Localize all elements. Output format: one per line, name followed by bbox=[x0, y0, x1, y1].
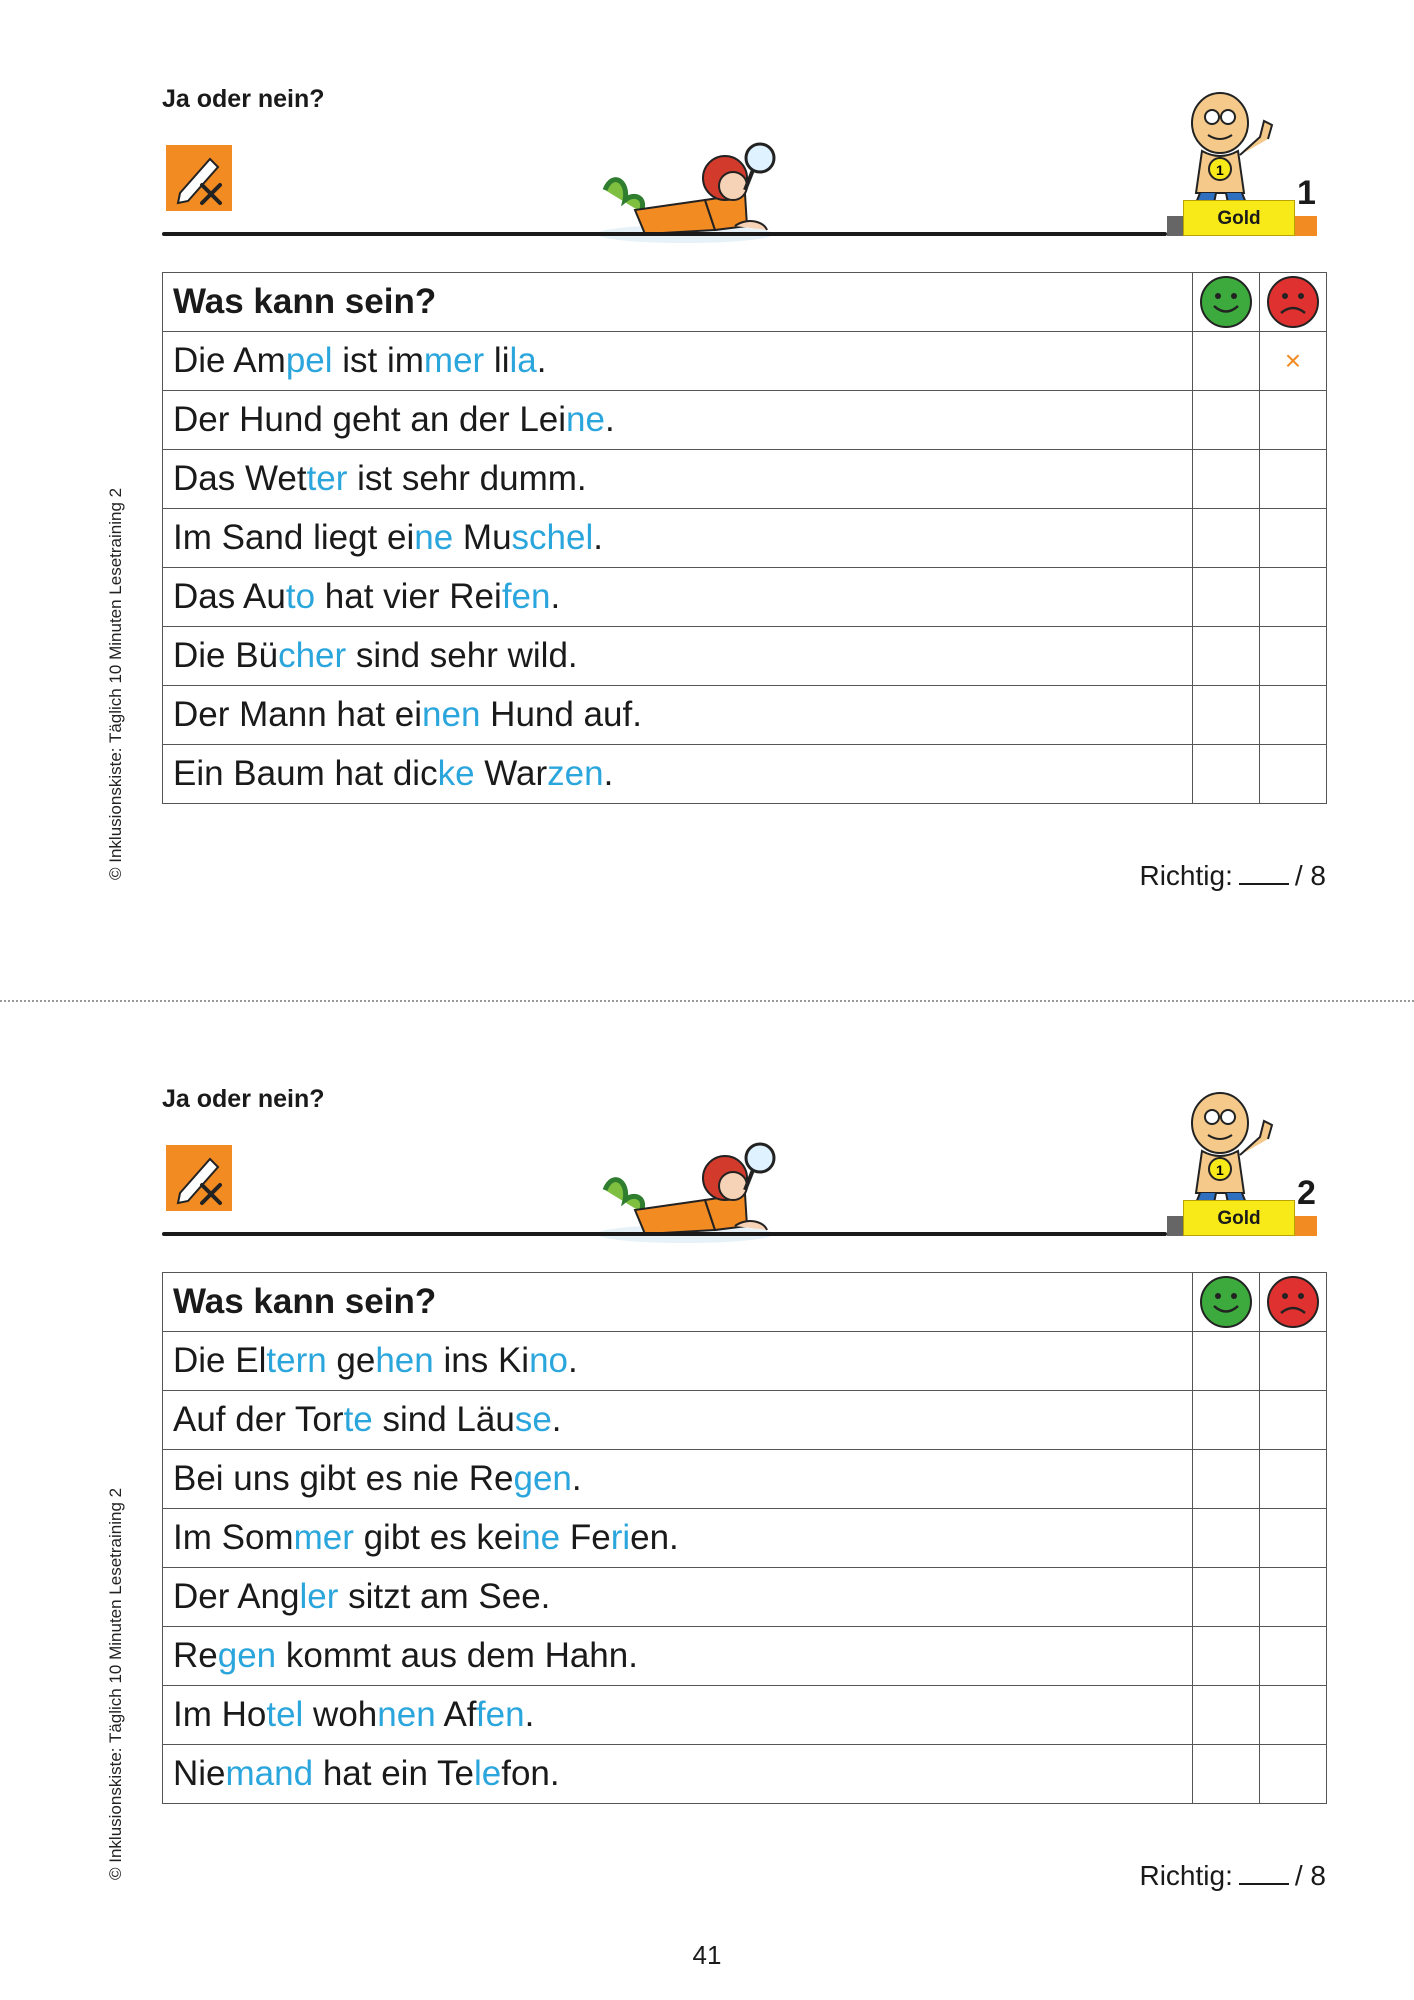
sentence-cell bbox=[163, 1745, 1193, 1804]
table-row bbox=[163, 450, 1327, 509]
podium-step-left bbox=[1167, 216, 1184, 236]
no-checkbox-cell[interactable]: × bbox=[1259, 332, 1326, 391]
sentence-cell bbox=[163, 1509, 1193, 1568]
sentence-text: . bbox=[551, 1400, 562, 1439]
highlighted-syllable: hen bbox=[375, 1341, 434, 1380]
podium-step-left bbox=[1167, 1216, 1184, 1236]
sentence-text: Im Ho bbox=[173, 1695, 267, 1734]
sentence-cell bbox=[163, 391, 1193, 450]
highlighted-syllable: ke bbox=[437, 754, 475, 793]
gold-podium bbox=[1183, 1200, 1295, 1236]
highlighted-syllable: fen bbox=[475, 1695, 525, 1734]
no-checkbox-cell[interactable] bbox=[1259, 450, 1326, 509]
sentence-text: Bei uns gibt es nie Re bbox=[173, 1459, 514, 1498]
score-total: / 8 bbox=[1294, 860, 1326, 891]
sentence-text: gibt es kei bbox=[353, 1518, 522, 1557]
table-row bbox=[163, 1627, 1327, 1686]
sentence-text: sind Läu bbox=[372, 1400, 515, 1439]
podium-step-right bbox=[1295, 216, 1317, 236]
svg-text:1: 1 bbox=[1216, 162, 1224, 178]
highlighted-syllable: ne bbox=[414, 518, 454, 557]
highlighted-syllable: nen bbox=[377, 1695, 436, 1734]
worksheet-2 bbox=[0, 1000, 1414, 2000]
sentence-cell bbox=[163, 509, 1193, 568]
table-row bbox=[163, 1391, 1327, 1450]
copyright-note: © Inklusionskiste: Täglich 10 Minuten Lesetraining 2 bbox=[106, 487, 125, 880]
no-checkbox-cell[interactable] bbox=[1259, 509, 1326, 568]
yes-checkbox-cell[interactable] bbox=[1192, 1745, 1259, 1804]
sentence-text: Im Som bbox=[173, 1518, 294, 1557]
sentence-cell bbox=[163, 332, 1193, 391]
sentence-text: hat ein Te bbox=[313, 1754, 474, 1793]
happy-column-header bbox=[1192, 1273, 1259, 1332]
sentence-text: . bbox=[604, 400, 615, 439]
no-checkbox-cell[interactable] bbox=[1259, 1745, 1326, 1804]
girl-with-magnifier-icon bbox=[595, 130, 795, 245]
no-checkbox-cell[interactable] bbox=[1259, 568, 1326, 627]
sentence-text: Af bbox=[435, 1695, 476, 1734]
highlighted-syllable: ter bbox=[306, 459, 348, 498]
score-blank[interactable] bbox=[1239, 1861, 1289, 1885]
sentence-text: Nie bbox=[173, 1754, 226, 1793]
worksheet-heading: Ja oder nein? bbox=[162, 1085, 325, 1113]
table-row bbox=[163, 391, 1327, 450]
table-header-row bbox=[163, 273, 1327, 332]
score-total: / 8 bbox=[1294, 1860, 1326, 1891]
highlighted-syllable: tern bbox=[266, 1341, 327, 1380]
highlighted-syllable: la bbox=[509, 341, 537, 380]
worksheet-number: 2 bbox=[1297, 1174, 1316, 1212]
yes-checkbox-cell[interactable] bbox=[1192, 1450, 1259, 1509]
highlighted-syllable: cher bbox=[278, 636, 347, 675]
sad-column-header bbox=[1259, 273, 1326, 332]
yes-checkbox-cell[interactable] bbox=[1192, 1509, 1259, 1568]
sentence-text: Die Bü bbox=[173, 636, 279, 675]
sentence-text: Die El bbox=[173, 1341, 267, 1380]
highlighted-syllable: nen bbox=[422, 695, 481, 734]
no-checkbox-cell[interactable] bbox=[1259, 1450, 1326, 1509]
sentence-text: ist im bbox=[332, 341, 424, 380]
copyright-note: © Inklusionskiste: Täglich 10 Minuten Lesetraining 2 bbox=[106, 1487, 125, 1880]
yes-checkbox-cell[interactable] bbox=[1192, 745, 1259, 804]
yes-checkbox-cell[interactable] bbox=[1192, 332, 1259, 391]
yes-checkbox-cell[interactable] bbox=[1192, 1686, 1259, 1745]
sentence-text: . bbox=[550, 577, 561, 616]
sad-column-header bbox=[1259, 1273, 1326, 1332]
score-blank[interactable] bbox=[1239, 861, 1289, 885]
table-row bbox=[163, 745, 1327, 804]
highlighted-syllable: pel bbox=[285, 341, 333, 380]
sentence-cell bbox=[163, 1686, 1193, 1745]
yes-checkbox-cell[interactable] bbox=[1192, 1391, 1259, 1450]
sentence-text: Hund auf. bbox=[480, 695, 642, 734]
highlighted-syllable: gen bbox=[513, 1459, 572, 1498]
sentence-text: . bbox=[603, 754, 614, 793]
highlighted-syllable: ne bbox=[566, 400, 605, 439]
no-checkbox-cell[interactable] bbox=[1259, 1686, 1326, 1745]
yes-checkbox-cell[interactable] bbox=[1192, 450, 1259, 509]
score-line bbox=[1139, 1860, 1326, 1892]
table-row bbox=[163, 686, 1327, 745]
sentence-text: War bbox=[474, 754, 548, 793]
yes-checkbox-cell[interactable] bbox=[1192, 1332, 1259, 1391]
sentence-text: . bbox=[593, 518, 603, 557]
sentence-text: Im Sand liegt ei bbox=[173, 518, 415, 557]
table-row bbox=[163, 1332, 1327, 1391]
highlighted-syllable: fen bbox=[501, 577, 551, 616]
sentence-cell bbox=[163, 686, 1193, 745]
header-rule bbox=[162, 1232, 1167, 1236]
highlighted-syllable: ne bbox=[521, 1518, 561, 1557]
sentence-text: Die Am bbox=[173, 341, 286, 380]
highlighted-syllable: zen bbox=[547, 754, 604, 793]
sentence-text: Der Ang bbox=[173, 1577, 300, 1616]
no-checkbox-cell[interactable] bbox=[1259, 1391, 1326, 1450]
sentence-text: Mu bbox=[453, 518, 512, 557]
happy-column-header bbox=[1192, 273, 1259, 332]
svg-text:1: 1 bbox=[1216, 1162, 1224, 1178]
table-row bbox=[163, 1509, 1327, 1568]
sentence-text: li bbox=[484, 341, 510, 380]
sentence-text: Das Wet bbox=[173, 459, 307, 498]
sentence-cell bbox=[163, 1627, 1193, 1686]
sentence-text: woh bbox=[303, 1695, 378, 1734]
sentence-cell bbox=[163, 568, 1193, 627]
no-checkbox-cell[interactable] bbox=[1259, 745, 1326, 804]
sentence-text: hat vier Rei bbox=[315, 577, 502, 616]
table-header-row bbox=[163, 1273, 1327, 1332]
header-rule bbox=[162, 232, 1167, 236]
table-row bbox=[163, 509, 1327, 568]
score-label: Richtig: bbox=[1139, 860, 1233, 891]
score-label: Richtig: bbox=[1139, 1860, 1233, 1891]
worksheet-number: 1 bbox=[1297, 174, 1316, 212]
sentence-text: . bbox=[536, 341, 547, 380]
sentence-cell bbox=[163, 627, 1193, 686]
page-number: 41 bbox=[692, 1940, 722, 1970]
podium-label: Gold bbox=[1217, 1208, 1261, 1229]
highlighted-syllable: mer bbox=[293, 1518, 354, 1557]
highlighted-syllable: te bbox=[343, 1400, 373, 1439]
sentence-cell bbox=[163, 450, 1193, 509]
sentence-text: Auf der Tor bbox=[173, 1400, 344, 1439]
sentence-table bbox=[162, 272, 1327, 804]
highlighted-syllable: ler bbox=[299, 1577, 339, 1616]
sentence-text: . bbox=[571, 1459, 582, 1498]
sentence-text: fon. bbox=[501, 1754, 560, 1793]
girl-with-magnifier-icon bbox=[595, 1130, 795, 1245]
gold-podium bbox=[1183, 200, 1295, 236]
table-row bbox=[163, 332, 1327, 391]
table-row bbox=[163, 568, 1327, 627]
highlighted-syllable: le bbox=[473, 1754, 502, 1793]
highlighted-syllable: tel bbox=[266, 1695, 304, 1734]
yes-checkbox-cell[interactable] bbox=[1192, 627, 1259, 686]
sentence-text: en. bbox=[630, 1518, 679, 1557]
podium-step-right bbox=[1295, 1216, 1317, 1236]
sentence-text: sitzt am See. bbox=[338, 1577, 551, 1616]
table-row bbox=[163, 1450, 1327, 1509]
highlighted-syllable: gen bbox=[217, 1636, 277, 1675]
sentence-text: Re bbox=[173, 1636, 218, 1675]
sentence-text: Das Au bbox=[173, 577, 286, 616]
yes-checkbox-cell[interactable] bbox=[1192, 568, 1259, 627]
table-row bbox=[163, 627, 1327, 686]
yes-checkbox-cell[interactable] bbox=[1192, 509, 1259, 568]
sentence-cell bbox=[163, 1332, 1193, 1391]
yes-checkbox-cell[interactable] bbox=[1192, 1568, 1259, 1627]
highlighted-syllable: schel bbox=[511, 518, 594, 557]
yes-checkbox-cell[interactable] bbox=[1192, 1627, 1259, 1686]
no-checkbox-cell[interactable] bbox=[1259, 1509, 1326, 1568]
sentence-text: Der Mann hat ei bbox=[173, 695, 423, 734]
sentence-text: ins Ki bbox=[433, 1341, 530, 1380]
sentence-text: kommt aus dem Hahn. bbox=[276, 1636, 638, 1675]
highlighted-syllable: mand bbox=[225, 1754, 314, 1793]
yes-checkbox-cell[interactable] bbox=[1192, 686, 1259, 745]
happy-face-icon bbox=[1199, 1275, 1253, 1329]
sentence-cell bbox=[163, 1568, 1193, 1627]
sad-face-icon bbox=[1266, 1275, 1320, 1329]
highlighted-syllable: mer bbox=[423, 341, 485, 380]
sentence-text: Fe bbox=[560, 1518, 611, 1557]
table-row bbox=[163, 1745, 1327, 1804]
sentence-text: ist sehr dumm. bbox=[347, 459, 587, 498]
sentence-cell bbox=[163, 1450, 1193, 1509]
sentence-cell bbox=[163, 1391, 1193, 1450]
sentence-cell bbox=[163, 745, 1193, 804]
sentence-text: Der Hund geht an der Lei bbox=[173, 400, 567, 439]
sentence-text: sind sehr wild. bbox=[346, 636, 578, 675]
table-row bbox=[163, 1568, 1327, 1627]
happy-face-icon bbox=[1199, 275, 1253, 329]
pencil-check-icon bbox=[166, 145, 232, 211]
table-row bbox=[163, 1686, 1327, 1745]
no-checkbox-cell[interactable] bbox=[1259, 686, 1326, 745]
question-header: Was kann sein? bbox=[163, 273, 1193, 332]
no-checkbox-cell[interactable] bbox=[1259, 627, 1326, 686]
worksheet-heading: Ja oder nein? bbox=[162, 85, 325, 113]
sentence-text: . bbox=[568, 1341, 578, 1380]
no-checkbox-cell[interactable] bbox=[1259, 1568, 1326, 1627]
score-line bbox=[1139, 860, 1326, 892]
highlighted-syllable: no bbox=[529, 1341, 568, 1380]
question-header: Was kann sein? bbox=[163, 1273, 1193, 1332]
yes-checkbox-cell[interactable] bbox=[1192, 391, 1259, 450]
no-checkbox-cell[interactable] bbox=[1259, 1332, 1326, 1391]
sentence-text: Ein Baum hat dic bbox=[173, 754, 438, 793]
highlighted-syllable: ri bbox=[610, 1518, 631, 1557]
highlighted-syllable: se bbox=[514, 1400, 552, 1439]
podium-label: Gold bbox=[1217, 208, 1261, 229]
pencil-check-icon bbox=[166, 1145, 232, 1211]
no-checkbox-cell[interactable] bbox=[1259, 391, 1326, 450]
sentence-text: . bbox=[524, 1695, 535, 1734]
sad-face-icon bbox=[1266, 275, 1320, 329]
sentence-table bbox=[162, 1272, 1327, 1804]
sentence-text: ge bbox=[326, 1341, 376, 1380]
no-checkbox-cell[interactable] bbox=[1259, 1627, 1326, 1686]
highlighted-syllable: to bbox=[285, 577, 316, 616]
